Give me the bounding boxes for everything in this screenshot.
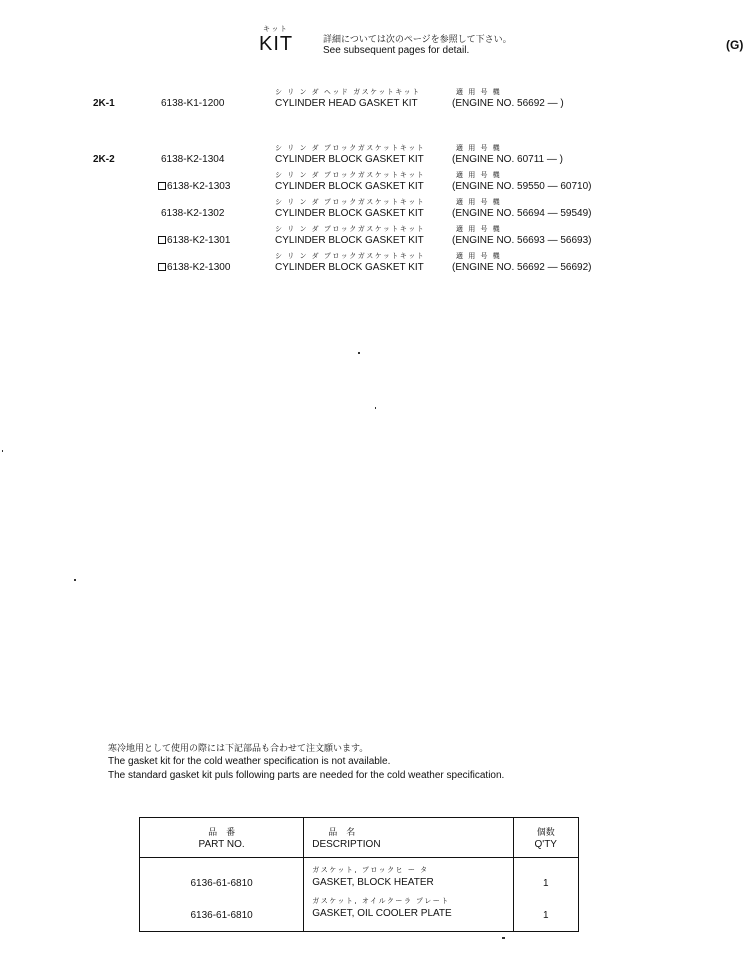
header-qty-jp: 個数 <box>536 828 555 838</box>
header-qty <box>513 818 578 858</box>
kit-part-no <box>158 235 230 246</box>
kit-engine-range: (ENGINE NO. 56692 — 56692) <box>452 262 592 273</box>
table-body-row <box>140 858 579 932</box>
kit-description: CYLINDER BLOCK GASKET KIT <box>275 208 424 219</box>
parts-part-no-cell <box>140 858 304 932</box>
kit-name-kana: シ リ ン ダ ブロックガスケットキット <box>275 144 426 152</box>
kit-description: CYLINDER BLOCK GASKET KIT <box>275 262 424 273</box>
scan-speck <box>2 450 3 452</box>
cold-weather-note-en-2: The standard gasket kit puls following parts are needed for the cold weather specification. <box>108 770 505 781</box>
kit-description: CYLINDER BLOCK GASKET KIT <box>275 154 424 165</box>
kit-ref: 2K-1 <box>93 98 115 109</box>
header-description-jp: 品 名 <box>328 828 356 838</box>
parts-qty-cell <box>513 858 578 932</box>
cold-weather-note-jp: 寒冷地用として使用の際には下記部品も合わせて注文願います。 <box>108 744 369 754</box>
kit-description: CYLINDER BLOCK GASKET KIT <box>275 181 424 192</box>
desc-kana-1: ガスケット, ブロックヒ ー タ <box>312 866 429 874</box>
kit-ref: 2K-2 <box>93 154 115 165</box>
kit-description: CYLINDER HEAD GASKET KIT <box>275 98 418 109</box>
kit-name-kana: シ リ ン ダ ブロックガスケットキット <box>275 225 426 233</box>
header-description-en: DESCRIPTION <box>312 839 381 850</box>
scan-speck <box>358 352 360 354</box>
header-part-no-en: PART NO. <box>198 839 245 850</box>
cold-weather-parts-table <box>139 817 579 932</box>
kit-applic-jp: 適 用 号 機 <box>456 88 502 96</box>
qty-2: 1 <box>542 910 549 921</box>
detail-note-jp: 詳細については次のページを参照して下さい。 <box>323 35 512 45</box>
cold-weather-note-en-1: The gasket kit for the cold weather specification is not available. <box>108 756 391 767</box>
kit-name-kana: シ リ ン ダ ヘッド ガスケットキット <box>275 88 421 96</box>
header-part-no <box>140 818 304 858</box>
header-part-no-jp: 品 番 <box>208 828 236 838</box>
kit-engine-range: (ENGINE NO. 56692 — ) <box>452 98 564 109</box>
kit-part-no-text: 6138-K2-1300 <box>167 262 231 273</box>
desc-kana-2: ガスケット, オイルクーラ プレート <box>312 897 450 905</box>
checkbox-icon <box>158 263 166 271</box>
part-no-1: 6136-61-6810 <box>190 878 253 889</box>
title-kana: キット <box>263 25 289 33</box>
kit-name-kana: シ リ ン ダ ブロックガスケットキット <box>275 171 426 179</box>
qty-1: 1 <box>542 878 549 889</box>
kit-part-no-text: 6138-K2-1301 <box>167 235 231 246</box>
kit-engine-range: (ENGINE NO. 59550 — 60710) <box>452 181 592 192</box>
kit-applic-jp: 適 用 号 機 <box>456 171 502 179</box>
kit-part-no-text: 6138-K1-1200 <box>161 98 225 109</box>
detail-note-en: See subsequent pages for detail. <box>323 45 470 56</box>
part-no-2: 6136-61-6810 <box>190 910 253 921</box>
kit-part-no <box>161 154 224 165</box>
parts-description-cell <box>304 858 513 932</box>
checkbox-icon <box>158 182 166 190</box>
kit-part-no <box>161 98 224 109</box>
scan-speck <box>74 579 76 581</box>
kit-name-kana: シ リ ン ダ ブロックガスケットキット <box>275 198 426 206</box>
kit-engine-range: (ENGINE NO. 56694 — 59549) <box>452 208 592 219</box>
scan-speck <box>375 407 376 409</box>
scan-speck <box>502 937 505 939</box>
page-title: KIT <box>259 33 294 55</box>
kit-part-no <box>158 181 230 192</box>
kit-name-kana: シ リ ン ダ ブロックガスケットキット <box>275 252 426 260</box>
kit-part-no <box>161 208 224 219</box>
kit-part-no <box>158 262 230 273</box>
kit-engine-range: (ENGINE NO. 56693 — 56693) <box>452 235 592 246</box>
kit-description: CYLINDER BLOCK GASKET KIT <box>275 235 424 246</box>
kit-engine-range: (ENGINE NO. 60711 — ) <box>452 154 563 165</box>
kit-applic-jp: 適 用 号 機 <box>456 144 502 152</box>
kit-applic-jp: 適 用 号 機 <box>456 252 502 260</box>
kit-part-no-text: 6138-K2-1302 <box>161 208 225 219</box>
kit-part-no-text: 6138-K2-1304 <box>161 154 225 165</box>
table-header-row <box>140 818 579 858</box>
checkbox-icon <box>158 236 166 244</box>
desc-2: GASKET, OIL COOLER PLATE <box>312 908 452 919</box>
section-code: (G) <box>726 38 744 52</box>
kit-applic-jp: 適 用 号 機 <box>456 225 502 233</box>
desc-1: GASKET, BLOCK HEATER <box>312 877 434 888</box>
kit-part-no-text: 6138-K2-1303 <box>167 181 231 192</box>
kit-applic-jp: 適 用 号 機 <box>456 198 502 206</box>
header-description <box>304 818 513 858</box>
header-qty-en: Q'TY <box>534 839 557 850</box>
